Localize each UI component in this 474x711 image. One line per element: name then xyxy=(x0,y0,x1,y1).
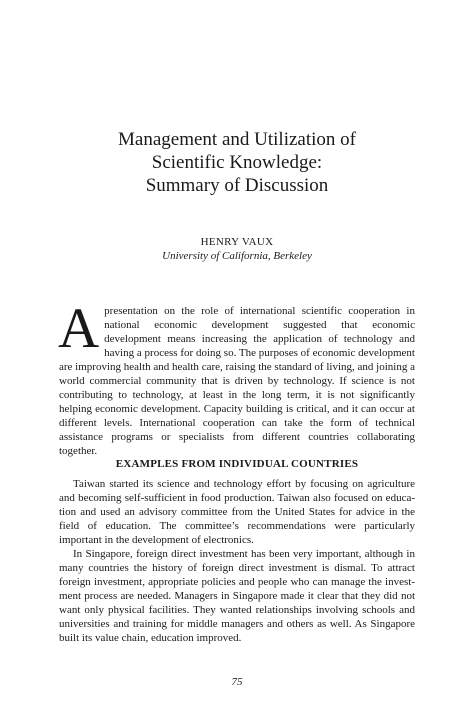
intro-paragraph xyxy=(58,297,415,458)
author-name: HENRY VAUX xyxy=(200,236,274,248)
drop-cap: A xyxy=(58,297,100,360)
author-affiliation: University of California, Berkeley xyxy=(162,250,312,262)
body-paragraph: In Singapore, foreign direct investment has been very important, although in many countries the history of foreign direct investment is dismal. To attract foreign investment, appropriate policies and people who can manage the invest-ment process are needed. Managers in Singapore made it clear that they did not want only physical facilities. They wanted relationships involving schools and universities and training for middle managers and others as well. As Singapore built its value chain, education improved. xyxy=(59,548,415,644)
intro-text: presentation on the role of international scientific cooperation in national economic development suggested that economic development means increasing the application of technology and having a process for doing so. The purposes of economic development are improving health and health care, raising the standard of living, and joining a world commercial community that is driven by technology. If science is not contributing to technology, at least in the long term, it is not significantly helping economic development. Capacity building is critical, and it can occur at different levels. International cooperation can take the form of technical assistance programs or specialists from different countries collaborating together. xyxy=(59,305,415,457)
page-number: 75 xyxy=(231,676,243,688)
section-heading: EXAMPLES FROM INDIVIDUAL COUNTRIES xyxy=(115,458,359,470)
title-line: Scientific Knowledge: xyxy=(151,152,323,173)
title-line: Summary of Discussion xyxy=(145,175,329,196)
body-paragraph: Taiwan started its science and technology effort by focusing on agriculture and becoming self-sufficient in food production. Taiwan also focused on educa-tion and used an advisory committee from the United States for advice in the field of education. The committee’s recommendations were particularly important in the development of electronics. xyxy=(59,478,415,546)
author-block xyxy=(0,235,474,263)
title-line: Management and Utilization of xyxy=(118,129,356,150)
section-body xyxy=(59,477,415,645)
chapter-title xyxy=(0,128,474,197)
